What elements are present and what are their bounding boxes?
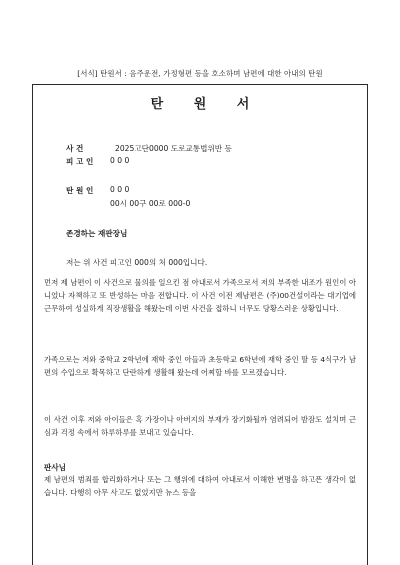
case-number: 2025고단0000 도로교통법위반 등 — [115, 144, 232, 153]
case-label: 사 건 — [66, 144, 84, 153]
paragraph-4: 제 남편의 범죄를 합리화하거나 또는 그 행위에 대하여 아내로서 이해한 변명을 하고픈 생각이 없습니다. 다행히 아무 사고도 없었지만 뉴스 등을 — [44, 475, 356, 497]
paragraph-1: 먼저 제 남편이 이 사건으로 물의를 일으킨 점 아내로서 가족으로서 저의 부족한 내조가 원인이 아니었나 자책하고 또 반성하는 마음 전합니다. 이 사건 이전 제남편은 (주)00건설이라는 대기업에 근무하여 성실하게 직장생활을 해왔는데 이번 사건을 접하니 너무도 당황스러운 상황입니다. — [44, 278, 356, 313]
defendant-name: 0 0 0 — [110, 156, 130, 165]
defendant-label: 피 고 인 — [66, 157, 94, 166]
paragraph-3: 이 사건 이후 저와 아이들은 혹 가장이나 아버지의 부재가 장기화될까 염려되어 밤잠도 설치며 근심과 걱정 속에서 하루하루를 보내고 있습니다. — [44, 415, 356, 437]
intro-line: 저는 위 사건 피고인 000의 처 000입니다. — [66, 258, 208, 267]
petitioner-label: 탄 원 인 — [66, 186, 94, 195]
document-title: 탄 원 서 — [150, 97, 263, 112]
paragraph-2: 가족으로는 저와 중학교 2학년에 재학 중인 아들과 초등학교 6학년에 재학 중인 딸 등 4식구가 남편의 수입으로 확목하고 단란하게 생활해 왔는데 어찌할 바를 모르겠습니다. — [44, 355, 356, 377]
petitioner-name: 0 0 0 — [110, 185, 130, 194]
salutation: 존경하는 재판장님 — [66, 229, 128, 238]
section-heading: 판사님 — [44, 463, 67, 472]
petitioner-address: 00시 00구 00로 000-0 — [110, 199, 191, 208]
document-caption: [서식] 탄원서 : 음주운전, 가정형편 등을 호소하며 남편에 대한 아내의 탄원 — [77, 69, 323, 78]
